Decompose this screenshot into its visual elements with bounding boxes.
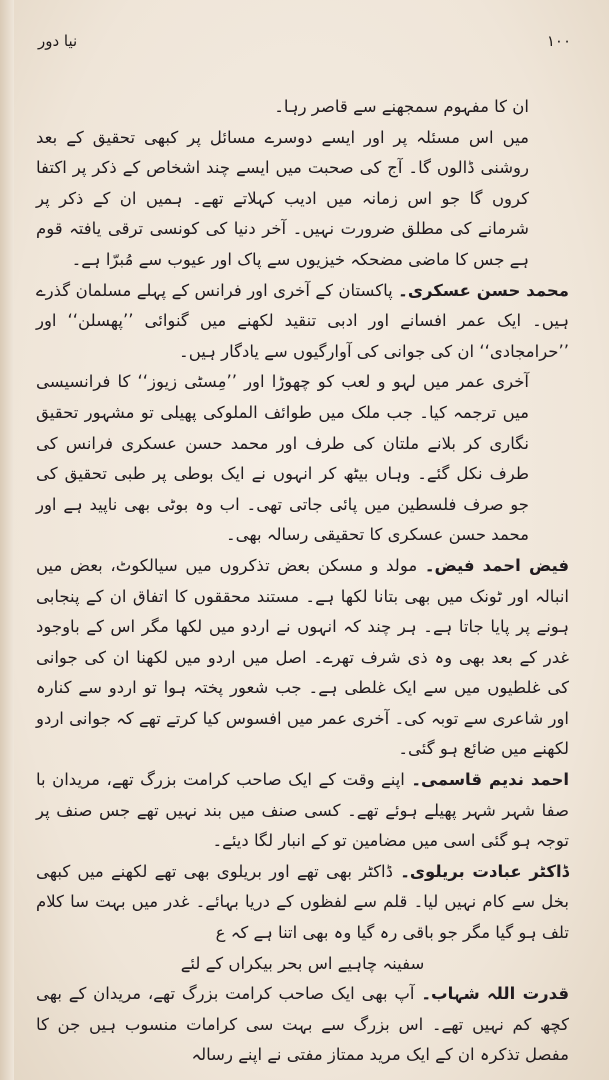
- entry-name: محمد حسن عسکری۔: [398, 280, 569, 300]
- entry-name: فیض احمد فیض۔: [424, 555, 570, 575]
- verse-line: سفینہ چاہیے اس بحر بیکراں کے لئے: [180, 953, 425, 973]
- entry-paragraph: محمد حسن عسکری۔ پاکستان کے آخری اور فرانس کے پہلے مسلمان گذرے ہیں۔ ایک عمر افسانے اور ادبی تنقید لکھنے میں گنوائی ’’پھسلن‘‘ اور ’’حرامجادی‘‘ ان کی جوانی کی آوارگیوں سے یادگار ہیں۔: [36, 280, 569, 361]
- paragraph: آخری عمر میں لہو و لعب کو چھوڑا اور ’’مِسٹی زیوز‘‘ کا فرانسیسی میں ترجمہ کیا۔ جب ملک میں طوائف الملوکی پھیلی تو مشہور تحقیق نگاری کر بلانے ملتان کی طرف اور محمد حسن عسکری فرانس کی طرف نکل گئے۔ وہاں بیٹھ کر انہوں نے ایک بوطی پر طبی تحقیق کی جو صرف فلسطین میں پائی جاتی تھی۔ اب وہ بوٹی بھی ناپید ہے اور محمد حسن عسکری کا تحقیقی رسالہ بھی۔: [36, 372, 529, 545]
- page-header: [38, 32, 571, 56]
- entry-paragraph: ڈاکٹر عبادت بریلوی۔ ڈاکٹر بھی تھے اور بریلوی بھی تھے لکھنے میں کبھی بخل سے کام نہیں لیا۔ قلم سے لفظوں کے دریا بہائے۔ غدر میں بہت سا کلام تلف ہو گیا مگر جو باقی رہ گیا وہ بھی اتنا ہے کہ ع: [36, 861, 569, 943]
- paragraph: میں اس مسئلہ پر اور ایسے دوسرے مسائل پر کبھی تحقیق کے بعد روشنی ڈالوں گا۔ آج کی صحبت میں ایسے چند اشخاص کے ذکر پر اکتفا کروں گا جو اس زمانہ میں ادیب کہلاتے تھے۔ ہمیں ان کے ذکر پر شرمانے کی مطلق ضرورت نہیں۔ آخر دنیا کی کونسی ترقی یافتہ قوم ہے جس کا ماضی مضحکہ خیزیوں سے پاک اور عیوب سے مُبرّا ہے۔: [36, 127, 529, 269]
- page-crease: [0, 0, 14, 1080]
- page-number: ۱۰۰: [546, 32, 571, 50]
- magazine-name: نیا دور: [38, 32, 78, 50]
- entry-paragraph: احمد ندیم قاسمی۔ اپنے وقت کے ایک صاحب کرامت بزرگ تھے، مریدان با صفا شہر شہر پھیلے ہوئے تھے۔ کسی صنف میں بند نہیں تھے جس صنف پر توجہ ہو گئی اسی میں مضامین تو کے انبار لگا دیئے۔: [36, 770, 570, 851]
- article-body: [36, 92, 570, 1065]
- entry-name: ڈاکٹر عبادت بریلوی۔: [400, 861, 569, 881]
- entry-paragraph: فیض احمد فیض۔ مولد و مسکن بعض تذکروں میں سیالکوٹ، بعض میں انبالہ اور ٹونک میں بھی بتانا لکھا ہے۔ مستند محققوں کا اتفاق ان کے پنجابی ہونے پر پایا جاتا ہے۔ ہر چند کہ انہوں نے اردو میں لکھا مگر اس کے باوجود غدر کے بعد بھی وہ ذی شرف تھرے۔ اصل میں اردو میں لکھنا ان کی جوانی کی غلطیوں میں سے ایک غلطی ہے۔ جب شعور پختہ ہوا تو اردو سے کنارہ اور شاعری سے توبہ کی۔ آخری عمر میں افسوس کیا کرتے تھے کہ جوانی اردو لکھنے میں ضائع ہو گئی۔: [36, 555, 570, 759]
- paragraph: ان کا مفہوم سمجھنے سے قاصر رہا۔: [274, 97, 529, 116]
- entry-paragraph: قدرت اللہ شہاب۔ آپ بھی ایک صاحب کرامت بزرگ تھے، مریدان کے بھی کچھ کم نہیں تھے۔ اس بزرگ سے بہت سی کرامات منسوب ہیں جن کا مفصل تذکرہ ان کے ایک مرید ممتاز مفتی نے اپنے رسالہ: [36, 984, 570, 1065]
- entry-name: احمد ندیم قاسمی۔: [411, 770, 570, 790]
- entry-name: قدرت اللہ شہاب۔: [421, 984, 570, 1004]
